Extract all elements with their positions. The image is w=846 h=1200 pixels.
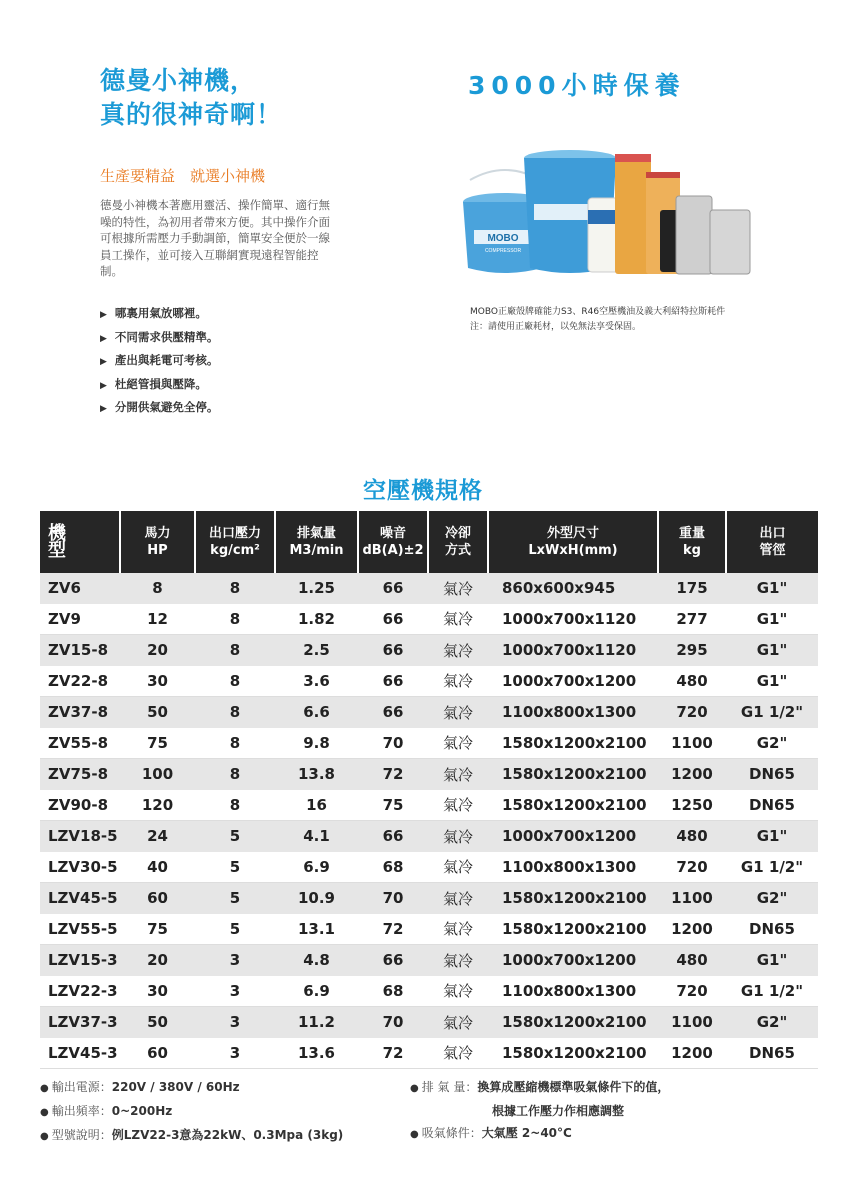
- column-header: [120, 511, 195, 573]
- cell-pressure: 3: [195, 1007, 275, 1038]
- note-value: 220V / 380V / 60Hz: [111, 1080, 240, 1094]
- cell-outlet: G1 1/2": [726, 976, 818, 1007]
- note-value: 換算成壓縮機標準吸氣條件下的值，: [477, 1080, 670, 1094]
- cell-pressure: 5: [195, 821, 275, 852]
- note-line: [410, 1076, 669, 1100]
- cell-cooling: 氣冷: [428, 604, 488, 635]
- cell-model: ZV55-8: [40, 728, 120, 759]
- cell-pressure: 8: [195, 697, 275, 728]
- cell-hp: 8: [120, 573, 195, 604]
- cell-dimensions: 1100x800x1300: [488, 852, 658, 883]
- cell-model: ZV37-8: [40, 697, 120, 728]
- cell-hp: 12: [120, 604, 195, 635]
- caption-line-2: 注：請使用正廠耗材，以免無法享受保固。: [470, 322, 642, 332]
- cell-model: LZV22-3: [40, 976, 120, 1007]
- cell-weight: 175: [658, 573, 726, 604]
- column-header-label: 排氣量: [296, 526, 336, 541]
- column-header: [358, 511, 428, 573]
- cell-weight: 720: [658, 852, 726, 883]
- column-header: [195, 511, 275, 573]
- table-row: [40, 852, 818, 883]
- column-header-label: 機 型: [48, 523, 104, 561]
- column-header-unit: dB(A)±2: [362, 543, 424, 558]
- cell-pressure: 8: [195, 759, 275, 790]
- column-header: [488, 511, 658, 573]
- feature-list: [100, 302, 218, 420]
- cell-pressure: 3: [195, 945, 275, 976]
- table-row: [40, 728, 818, 759]
- column-header-unit: 管徑: [759, 543, 786, 558]
- cell-outlet: DN65: [726, 914, 818, 945]
- bucket-brand-label: MOBO: [487, 233, 519, 244]
- column-header-label: 噪音: [379, 526, 406, 541]
- note-label: 輸出頻率：: [51, 1104, 112, 1118]
- table-row: [40, 883, 818, 914]
- triangle-bullet-icon: ▶: [100, 404, 107, 414]
- cell-flow: 16: [275, 790, 358, 821]
- cell-hp: 50: [120, 697, 195, 728]
- cell-pressure: 8: [195, 635, 275, 666]
- cell-hp: 120: [120, 790, 195, 821]
- note-label: 輸出電源：: [51, 1080, 112, 1094]
- cell-pressure: 3: [195, 1038, 275, 1069]
- cell-flow: 13.8: [275, 759, 358, 790]
- column-header-label: 外型尺寸: [546, 526, 599, 541]
- headline-line-2: 真的很神奇啊！: [100, 100, 283, 129]
- cell-noise: 66: [358, 604, 428, 635]
- cell-pressure: 5: [195, 883, 275, 914]
- table-row: [40, 821, 818, 852]
- cell-noise: 72: [358, 759, 428, 790]
- note-line: [40, 1076, 343, 1100]
- table-title: 空壓機規格: [363, 478, 483, 504]
- table-row: [40, 573, 818, 604]
- table-header-row: [40, 511, 818, 573]
- cell-outlet: G1 1/2": [726, 852, 818, 883]
- cell-flow: 6.9: [275, 852, 358, 883]
- cell-cooling: 氣冷: [428, 666, 488, 697]
- cell-outlet: G2": [726, 1007, 818, 1038]
- cell-weight: 480: [658, 666, 726, 697]
- cell-model: ZV9: [40, 604, 120, 635]
- cell-flow: 1.25: [275, 573, 358, 604]
- photo-caption: [470, 305, 725, 335]
- cell-dimensions: 1580x1200x2100: [488, 1038, 658, 1069]
- cell-noise: 68: [358, 976, 428, 1007]
- spec-table: [40, 511, 818, 1069]
- cell-weight: 295: [658, 635, 726, 666]
- cell-dimensions: 1580x1200x2100: [488, 759, 658, 790]
- note-line: [40, 1124, 343, 1148]
- column-header-unit: kg/cm²: [210, 543, 260, 558]
- cell-outlet: G1": [726, 635, 818, 666]
- cell-noise: 66: [358, 821, 428, 852]
- cell-noise: 66: [358, 945, 428, 976]
- headline: [100, 64, 282, 132]
- cell-weight: 277: [658, 604, 726, 635]
- feature-item: ▶ 不同需求供壓精準。: [100, 329, 219, 344]
- table-row: [40, 635, 818, 666]
- cell-flow: 13.1: [275, 914, 358, 945]
- feature-item: ▶ 分開供氣避免全停。: [100, 400, 219, 414]
- triangle-bullet-icon: ▶: [100, 333, 107, 344]
- cell-noise: 70: [358, 728, 428, 759]
- table-row: [40, 1038, 818, 1069]
- cell-weight: 480: [658, 945, 726, 976]
- cell-cooling: 氣冷: [428, 821, 488, 852]
- feature-item: ▶ 產出與耗電可考核。: [100, 353, 219, 367]
- cell-model: LZV18-5: [40, 821, 120, 852]
- cell-pressure: 5: [195, 852, 275, 883]
- cell-model: LZV45-5: [40, 883, 120, 914]
- cell-cooling: 氣冷: [428, 883, 488, 914]
- cell-pressure: 8: [195, 573, 275, 604]
- column-header: [726, 511, 818, 573]
- cell-cooling: 氣冷: [428, 1007, 488, 1038]
- cell-flow: 3.6: [275, 666, 358, 697]
- cell-dimensions: 1000x700x1120: [488, 604, 658, 635]
- cell-noise: 72: [358, 1038, 428, 1069]
- product-photo: [460, 150, 760, 280]
- cell-dimensions: 1100x800x1300: [488, 697, 658, 728]
- column-header: [428, 511, 488, 573]
- column-header-unit: LxWxH(mm): [528, 543, 618, 558]
- cell-pressure: 3: [195, 976, 275, 1007]
- note-value-cont: 根據工作壓力作相應調整: [492, 1104, 625, 1118]
- table-row: [40, 666, 818, 697]
- cell-cooling: 氣冷: [428, 976, 488, 1007]
- table-row: [40, 697, 818, 728]
- note-label: 排 氣 量：: [421, 1080, 478, 1094]
- cell-cooling: 氣冷: [428, 697, 488, 728]
- column-header-label: 馬力: [144, 526, 171, 541]
- table-row: [40, 976, 818, 1007]
- cell-weight: 1100: [658, 1007, 726, 1038]
- cell-dimensions: 1580x1200x2100: [488, 728, 658, 759]
- cell-noise: 66: [358, 635, 428, 666]
- cell-model: ZV6: [40, 573, 120, 604]
- column-header-label: 冷卻: [444, 526, 471, 541]
- column-header-unit: HP: [147, 543, 168, 558]
- cell-outlet: G2": [726, 883, 818, 914]
- table-row: [40, 1007, 818, 1038]
- cell-noise: 70: [358, 1007, 428, 1038]
- cell-weight: 720: [658, 976, 726, 1007]
- cell-cooling: 氣冷: [428, 945, 488, 976]
- cell-dimensions: 1580x1200x2100: [488, 1007, 658, 1038]
- cell-outlet: DN65: [726, 759, 818, 790]
- note-value: 0~200Hz: [111, 1104, 173, 1118]
- triangle-bullet-icon: ▶: [100, 380, 107, 391]
- cell-model: LZV45-3: [40, 1038, 120, 1069]
- cell-outlet: G1": [726, 666, 818, 697]
- cell-outlet: DN65: [726, 790, 818, 821]
- service-title: 3000小時保養: [468, 71, 686, 100]
- cell-model: LZV30-5: [40, 852, 120, 883]
- cell-model: ZV75-8: [40, 759, 120, 790]
- cell-pressure: 5: [195, 914, 275, 945]
- cell-flow: 6.9: [275, 976, 358, 1007]
- note-label: 吸氣條件：: [421, 1126, 482, 1140]
- cell-hp: 24: [120, 821, 195, 852]
- cell-noise: 75: [358, 790, 428, 821]
- cell-dimensions: 1100x800x1300: [488, 976, 658, 1007]
- note-label: 型號說明：: [51, 1128, 112, 1142]
- slogan: 生產要精益 就選小神機: [100, 167, 266, 185]
- table-row: [40, 945, 818, 976]
- cell-hp: 60: [120, 1038, 195, 1069]
- cell-weight: 720: [658, 697, 726, 728]
- cell-hp: 100: [120, 759, 195, 790]
- cell-pressure: 8: [195, 604, 275, 635]
- cell-pressure: 8: [195, 790, 275, 821]
- cell-cooling: 氣冷: [428, 573, 488, 604]
- cell-outlet: G1 1/2": [726, 697, 818, 728]
- cell-hp: 30: [120, 976, 195, 1007]
- headline-line-1: 德曼小神機，: [100, 66, 257, 95]
- cell-outlet: G1": [726, 604, 818, 635]
- cell-dimensions: 1580x1200x2100: [488, 914, 658, 945]
- bullet-dot-icon: ●: [410, 1129, 419, 1140]
- cell-dimensions: 1000x700x1200: [488, 821, 658, 852]
- cell-flow: 4.8: [275, 945, 358, 976]
- cell-model: ZV22-8: [40, 666, 120, 697]
- note-value: 大氣壓 2~40°C: [481, 1126, 572, 1140]
- column-header-label: 出口: [759, 526, 786, 541]
- cell-weight: 480: [658, 821, 726, 852]
- cell-flow: 11.2: [275, 1007, 358, 1038]
- cell-hp: 75: [120, 728, 195, 759]
- cell-noise: 68: [358, 852, 428, 883]
- cell-model: LZV37-3: [40, 1007, 120, 1038]
- cell-outlet: G2": [726, 728, 818, 759]
- column-header: [658, 511, 726, 573]
- cell-cooling: 氣冷: [428, 1038, 488, 1069]
- column-header-unit: 方式: [444, 543, 471, 558]
- intro-paragraph: 德曼小神機本著應用靈活、操作簡單、適行無噪的特性，為初用者帶來方便。其中操作介面可根據所需壓力手動調節，簡單安全便於一線員工操作，並可接入互聯網實現遠程智能控制。: [100, 198, 330, 278]
- cell-dimensions: 860x600x945: [488, 573, 658, 604]
- bucket-brand-sub: COMPRESSOR: [484, 248, 522, 254]
- cell-outlet: DN65: [726, 1038, 818, 1069]
- cell-outlet: G1": [726, 945, 818, 976]
- cell-hp: 30: [120, 666, 195, 697]
- cell-flow: 4.1: [275, 821, 358, 852]
- bullet-dot-icon: ●: [40, 1131, 49, 1142]
- column-header-label: 重量: [678, 526, 705, 541]
- note-line: [410, 1122, 669, 1146]
- cell-cooling: 氣冷: [428, 852, 488, 883]
- cell-weight: 1250: [658, 790, 726, 821]
- cell-flow: 2.5: [275, 635, 358, 666]
- cell-cooling: 氣冷: [428, 635, 488, 666]
- cell-dimensions: 1000x700x1200: [488, 666, 658, 697]
- table-row: [40, 604, 818, 635]
- cell-model: LZV55-5: [40, 914, 120, 945]
- cell-hp: 40: [120, 852, 195, 883]
- bullet-dot-icon: ●: [40, 1107, 49, 1118]
- cell-noise: 66: [358, 697, 428, 728]
- bullet-dot-icon: ●: [40, 1083, 49, 1094]
- cell-noise: 66: [358, 573, 428, 604]
- cell-hp: 75: [120, 914, 195, 945]
- cell-weight: 1100: [658, 883, 726, 914]
- triangle-bullet-icon: ▶: [100, 357, 107, 367]
- cell-dimensions: 1580x1200x2100: [488, 790, 658, 821]
- cell-weight: 1200: [658, 914, 726, 945]
- cell-weight: 1200: [658, 759, 726, 790]
- table-body: [40, 573, 818, 1069]
- column-header: [275, 511, 358, 573]
- bullet-dot-icon: ●: [410, 1083, 419, 1094]
- cell-cooling: 氣冷: [428, 790, 488, 821]
- cell-outlet: G1": [726, 821, 818, 852]
- cell-outlet: G1": [726, 573, 818, 604]
- cell-flow: 1.82: [275, 604, 358, 635]
- table-row: [40, 914, 818, 945]
- cell-model: ZV90-8: [40, 790, 120, 821]
- cell-cooling: 氣冷: [428, 728, 488, 759]
- note-line: [40, 1100, 343, 1124]
- cell-flow: 13.6: [275, 1038, 358, 1069]
- caption-line-1: MOBO正廠殼牌確能力S3、R46空壓機油及義大利紹特拉斯耗件: [470, 307, 726, 317]
- cell-weight: 1100: [658, 728, 726, 759]
- cell-noise: 70: [358, 883, 428, 914]
- column-header-unit: kg: [683, 543, 701, 558]
- cell-flow: 6.6: [275, 697, 358, 728]
- cell-dimensions: 1580x1200x2100: [488, 883, 658, 914]
- feature-item: ▶ 杜絕管損與壓降。: [100, 376, 207, 391]
- cell-hp: 60: [120, 883, 195, 914]
- table-row: [40, 759, 818, 790]
- cell-pressure: 8: [195, 728, 275, 759]
- cell-hp: 20: [120, 635, 195, 666]
- cell-cooling: 氣冷: [428, 759, 488, 790]
- notes-left: [40, 1076, 343, 1148]
- feature-item: ▶ 哪裏用氣放哪裡。: [100, 306, 207, 320]
- triangle-bullet-icon: ▶: [100, 310, 107, 320]
- table-row: [40, 790, 818, 821]
- notes-right: [410, 1076, 669, 1146]
- cell-flow: 9.8: [275, 728, 358, 759]
- cell-dimensions: 1000x700x1120: [488, 635, 658, 666]
- cell-hp: 50: [120, 1007, 195, 1038]
- cell-model: ZV15-8: [40, 635, 120, 666]
- cell-cooling: 氣冷: [428, 914, 488, 945]
- column-header: [40, 511, 120, 573]
- column-header-label: 出口壓力: [208, 526, 261, 541]
- column-header-unit: M3/min: [289, 543, 344, 558]
- cell-dimensions: 1000x700x1200: [488, 945, 658, 976]
- cell-noise: 72: [358, 914, 428, 945]
- cell-pressure: 8: [195, 666, 275, 697]
- cell-weight: 1200: [658, 1038, 726, 1069]
- cell-hp: 20: [120, 945, 195, 976]
- cell-flow: 10.9: [275, 883, 358, 914]
- cell-noise: 66: [358, 666, 428, 697]
- note-value: 例LZV22-3意為22kW、0.3Mpa (3kg): [111, 1128, 344, 1142]
- cell-model: LZV15-3: [40, 945, 120, 976]
